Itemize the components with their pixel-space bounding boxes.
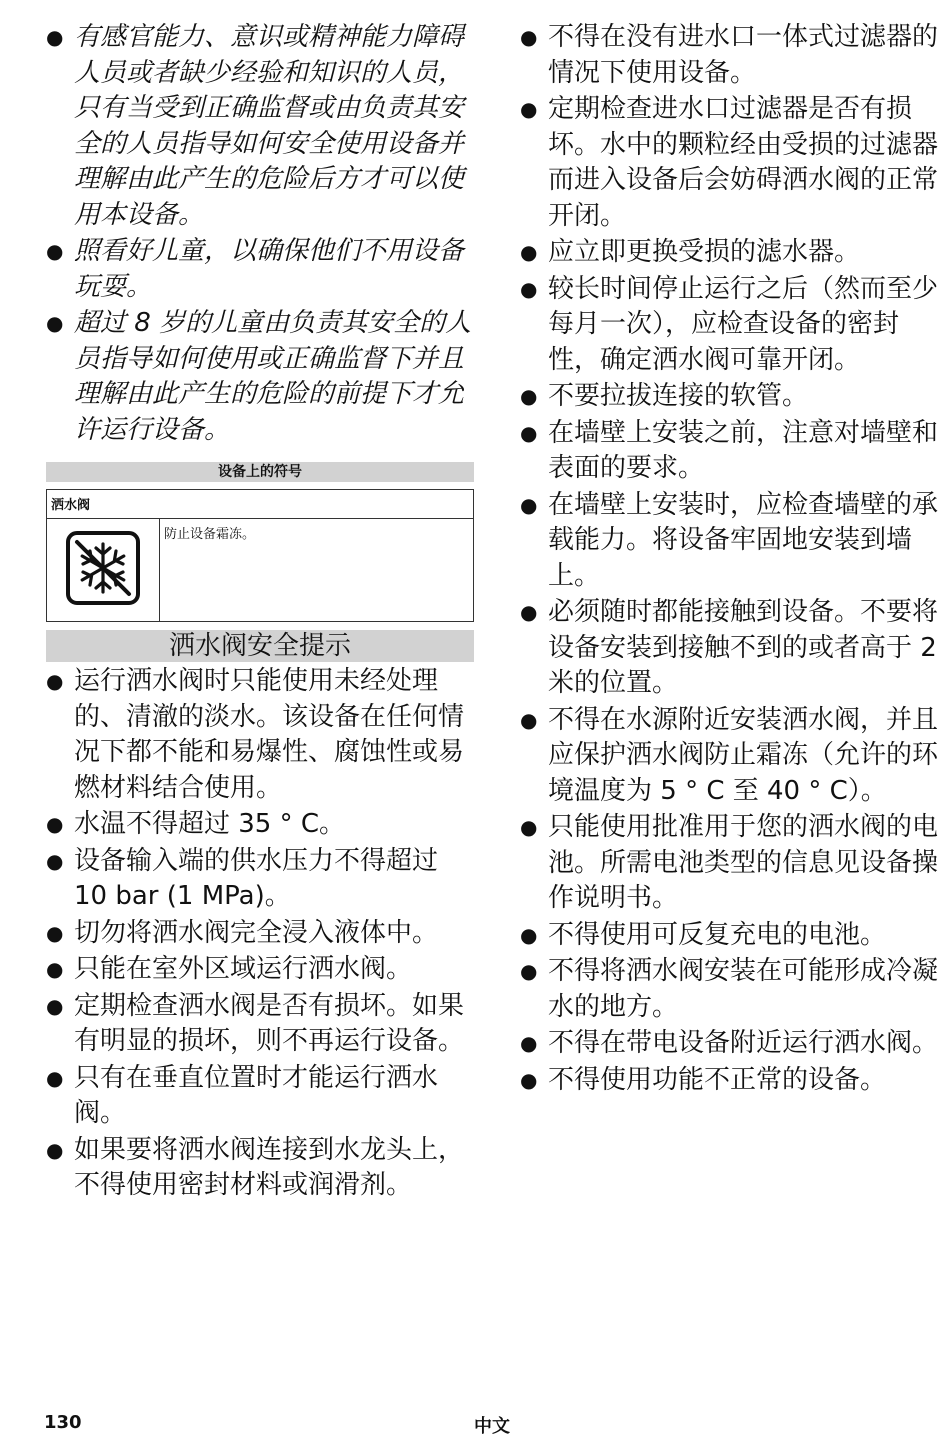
list-item: ● 不得在带电设备附近运行洒水阀。: [520, 1026, 940, 1062]
list-item: ● 不得在水源附近安装洒水阀，并且应保护洒水阀防止霜冻（允许的环境温度为 5 ° C 至 40 ° C）。: [520, 703, 940, 810]
list-item: ● 较长时间停止运行之后（然而至少每月一次），应检查设备的密封性，确定洒水阀可靠开闭。: [520, 272, 940, 379]
list-item: ● 在墙壁上安装之前，注意对墙壁和表面的要求。: [520, 416, 940, 487]
symbols-heading: 设备上的符号: [46, 462, 474, 482]
list-item: ● 有感官能力、意识或精神能力障碍人员或者缺少经验和知识的人员，只有当受到正确监督或由负责其安全的人员指导如何安全使用设备并理解由此产生的危险后方才可以使用本设备。: [46, 20, 474, 233]
list-item: ● 超过 8 岁的儿童由负责其安全的人员指导如何使用或正确监督下并且理解由此产生的危险的前提下才允许运行设备。: [46, 306, 474, 448]
list-item: ● 定期检查洒水阀是否有损坏。如果有明显的损坏，则不再运行设备。: [46, 989, 474, 1060]
list-item: ● 不得将洒水阀安装在可能形成冷凝水的地方。: [520, 954, 940, 1025]
list-item: ● 在墙壁上安装时，应检查墙壁的承载能力。将设备牢固地安装到墙上。: [520, 488, 940, 595]
safety-list-continued: [520, 20, 940, 1098]
list-item: ● 水温不得超过 35 ° C。: [46, 807, 474, 843]
no-frost-icon: [65, 595, 141, 610]
list-item: ● 不得使用可反复充电的电池。: [520, 918, 940, 954]
list-item: ● 运行洒水阀时只能使用未经处理的、清澈的淡水。该设备在任何情况下都不能和易爆性、腐蚀性或易燃材料结合使用。: [46, 664, 474, 806]
list-item: ● 必须随时都能接触到设备。不要将设备安装到接触不到的或者高于 2 米的位置。: [520, 595, 940, 702]
safety-section-title: 洒水阀安全提示: [46, 630, 474, 662]
list-item: ● 只能使用批准用于您的洒水阀的电池。所需电池类型的信息见设备操作说明书。: [520, 810, 940, 917]
list-item: ● 定期检查进水口过滤器是否有损坏。水中的颗粒经由受损的过滤器而进入设备后会妨碍洒水阀的正常开闭。: [520, 92, 940, 234]
symbols-table: [46, 489, 474, 622]
list-item: ● 不得使用功能不正常的设备。: [520, 1063, 940, 1099]
page-number: 130: [44, 1412, 82, 1433]
list-item: ● 设备输入端的供水压力不得超过 10 bar (1 MPa)。: [46, 844, 474, 915]
safety-list: [46, 664, 474, 1204]
list-item: ● 照看好儿童，以确保他们不用设备玩耍。: [46, 234, 474, 305]
list-item: ● 不得在没有进水口一体式过滤器的情况下使用设备。: [520, 20, 940, 91]
list-item: ● 如果要将洒水阀连接到水龙头上，不得使用密封材料或润滑剂。: [46, 1133, 474, 1204]
list-item: ● 只有在垂直位置时才能运行洒水阀。: [46, 1061, 474, 1132]
right-column: [520, 20, 940, 1099]
left-column: [46, 20, 474, 1205]
list-item: ● 切勿将洒水阀完全浸入液体中。: [46, 916, 474, 952]
symbols-table-header: 洒水阀: [47, 490, 474, 519]
language-label: 中文: [474, 1416, 510, 1437]
list-item: ● 应立即更换受损的滤水器。: [520, 235, 940, 271]
symbol-description: 防止设备霜冻。: [160, 519, 474, 622]
list-item: ● 不要拉拔连接的软管。: [520, 379, 940, 415]
supervision-list: [46, 20, 474, 448]
list-item: ● 只能在室外区域运行洒水阀。: [46, 952, 474, 988]
